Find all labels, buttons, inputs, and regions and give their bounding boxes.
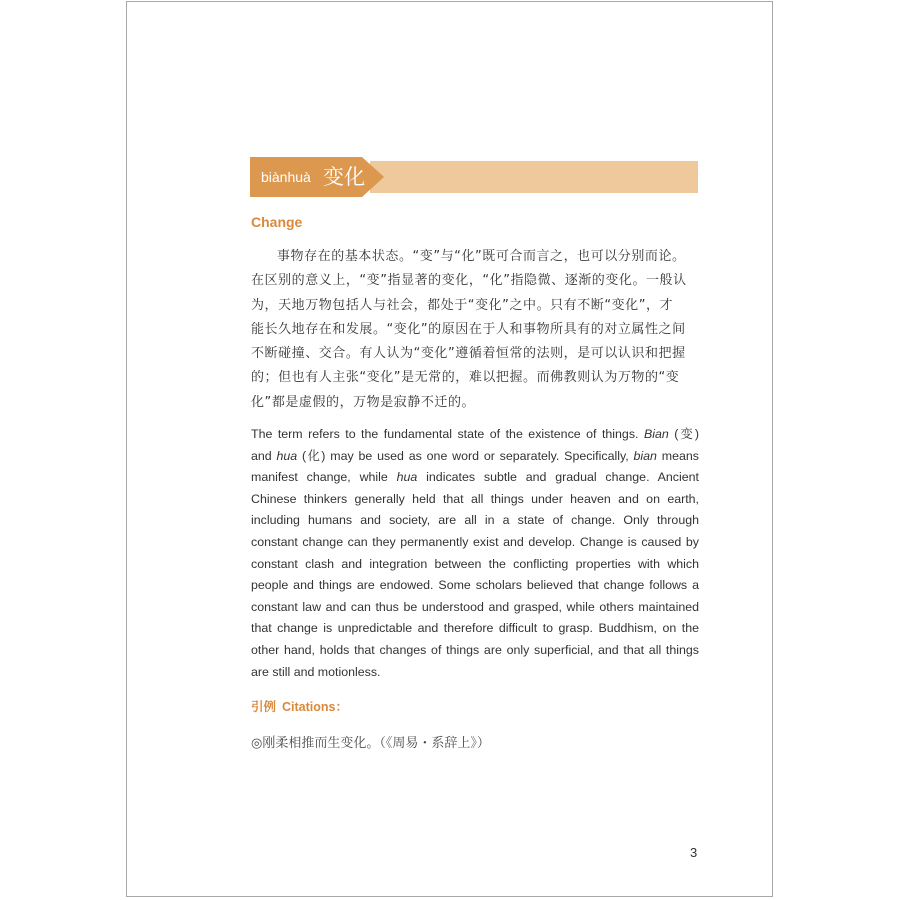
english-line: manifest change, while hua indicates subtle and gradual change. Ancient [251,470,699,485]
chinese-definition [251,245,699,415]
chinese-line: 事物存在的基本状态。“变”与“化”既可合而言之，也可以分别而论。 [277,249,686,264]
citations-label-cn: 引例 [251,699,277,714]
english-line: constant clash and integration between the conflicting properties with which [251,556,699,571]
chinese-line: 不断碰撞、交合。有人认为“变化”遵循着恒常的法则，是可以认识和把握 [251,346,686,362]
term-english-heading: Change [251,214,303,230]
page-number: 3 [690,845,698,860]
citation-item: ◎刚柔相推而生变化。（《周易・系辞上》） [251,736,490,751]
english-line: other hand, holds that changes of things are only superficial, and that all things [251,642,699,657]
citations-label-en: Citations： [282,700,348,714]
term-banner [250,157,698,197]
chinese-line: 在区别的意义上，“变”指显著的变化，“化”指隐微、逐渐的变化。一般认 [251,273,687,289]
english-line: that change is unpredictable and therefore difficult to grasp. Buddhism, on the [251,621,699,636]
citations-heading [251,697,348,715]
english-line: and hua (化) may be used as one word or separately. Specifically, bian means [251,448,699,463]
term-pinyin: biànhuà [261,169,311,185]
english-line: The term refers to the fundamental state of the existence of things. Bian (变) [251,427,699,441]
english-line: are still and motionless. [251,664,381,679]
banner-light-bar [370,161,698,193]
english-definition [251,424,699,683]
chinese-line: 为，天地万物包括人与社会，都处于“变化”之中。只有不断“变化”，才 [251,297,674,313]
chinese-line: 化”都是虚假的，万物是寂静不迁的。 [251,394,476,410]
chinese-line: 的；但也有人主张“变化”是无常的，难以把握。而佛教则认为万物的“变 [251,370,680,386]
term-hanzi: 变化 [323,165,365,189]
english-line: Chinese thinkers generally held that all things under heaven and on earth, [251,491,699,506]
english-line: constant change can they permanently exist and develop. Change is caused by [251,534,699,549]
english-line: constant law and can thus be understood and grasped, while others maintained [251,599,699,614]
english-line: people and things are endowed. Some scholars believed that change follows a [251,578,699,593]
english-line: including humans and society, are all in a state of change. Only through [251,513,699,528]
chinese-line: 能长久地存在和发展。“变化”的原因在于人和事物所具有的对立属性之间 [251,321,686,337]
